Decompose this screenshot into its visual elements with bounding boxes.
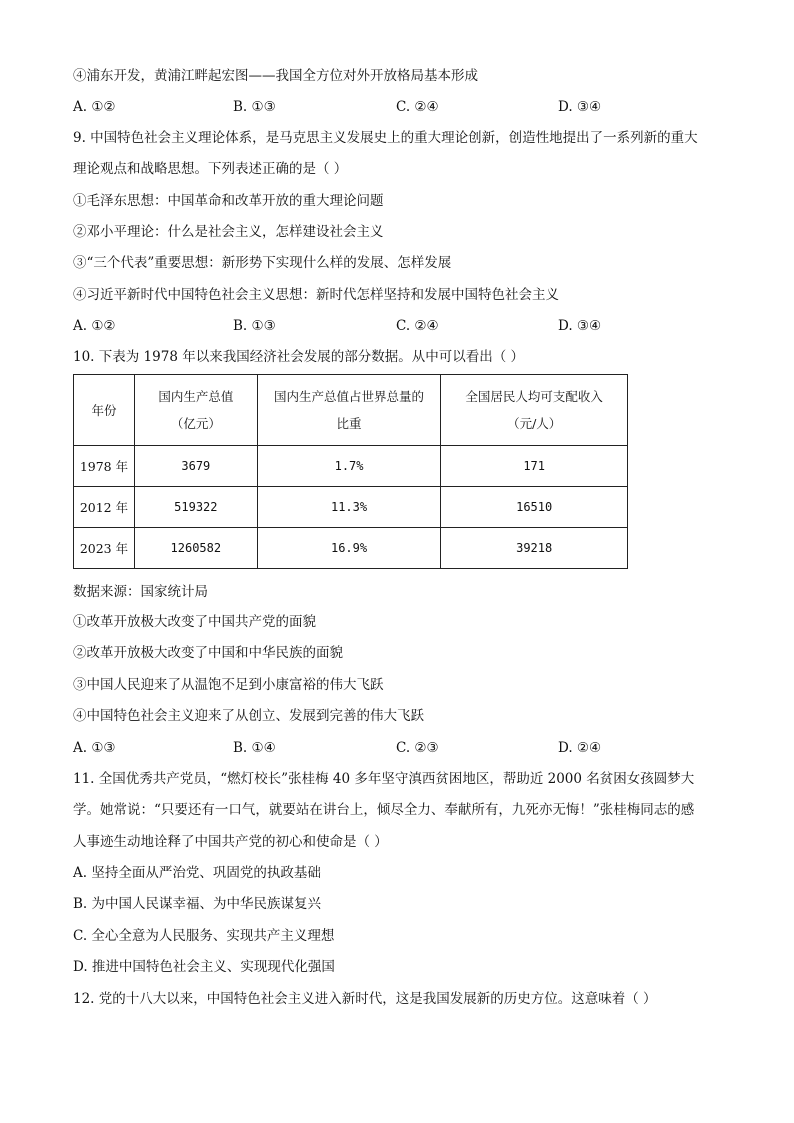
q10-item-1: ①改革开放极大改变了中国共产党的面貌 <box>73 614 316 630</box>
q11-stem-line1: 11. 全国优秀共产党员，“燃灯校长”张桂梅 40 多年坚守滇西贫困地区，帮助近 2000 名贫困女孩圆梦大 <box>73 771 695 787</box>
table-row <box>74 487 628 528</box>
table-cell-gdp: 1260582 <box>134 528 257 569</box>
table-row <box>74 446 628 487</box>
q12-stem: 12. 党的十八大以来，中国特色社会主义进入新时代，这是我国发展新的历史方位。这意味着（ ） <box>73 991 657 1007</box>
q10-option-a[interactable]: A. ①③ <box>73 740 116 756</box>
q9-item-1: ①毛泽东思想：中国革命和改革开放的重大理论问题 <box>73 193 384 209</box>
q10-option-d[interactable]: D. ②④ <box>558 740 602 756</box>
header-cell-gdp: 国内生产总值 （亿元） <box>134 375 257 446</box>
table-row <box>74 528 628 569</box>
q8-option-a[interactable]: A. ①② <box>73 99 116 115</box>
table-cell-share: 16.9% <box>257 528 441 569</box>
table-cell-year: 2012 年 <box>74 487 135 528</box>
q10-item-2: ②改革开放极大改变了中国和中华民族的面貌 <box>73 645 343 661</box>
q9-item-4: ④习近平新时代中国特色社会主义思想：新时代怎样坚持和发展中国特色社会主义 <box>73 287 559 303</box>
table-cell-share: 11.3% <box>257 487 441 528</box>
q8-item-4: ④浦东开发，黄浦江畔起宏图——我国全方位对外开放格局基本形成 <box>73 68 478 84</box>
q9-option-c[interactable]: C. ②④ <box>396 318 439 334</box>
table-cell-year: 1978 年 <box>74 446 135 487</box>
table-cell-gdp: 519322 <box>134 487 257 528</box>
table-cell-year: 2023 年 <box>74 528 135 569</box>
q9-options <box>73 316 713 336</box>
q10-item-4: ④中国特色社会主义迎来了从创立、发展到完善的伟大飞跃 <box>73 708 424 724</box>
q9-item-2: ②邓小平理论：什么是社会主义，怎样建设社会主义 <box>73 224 384 240</box>
q10-item-3: ③中国人民迎来了从温饱不足到小康富裕的伟大飞跃 <box>73 677 384 693</box>
q8-options <box>73 97 713 117</box>
table-cell-income: 39218 <box>441 528 628 569</box>
q9-stem-line2: 理论观点和战略思想。下列表述正确的是（ ） <box>73 161 348 177</box>
q11-option-d[interactable]: D. 推进中国特色社会主义、实现现代化强国 <box>73 959 335 975</box>
table-cell-income: 16510 <box>441 487 628 528</box>
q8-option-d[interactable]: D. ③④ <box>558 99 602 115</box>
q9-stem-line1: 9. 中国特色社会主义理论体系，是马克思主义发展史上的重大理论创新，创造性地提出了一系列新的重大 <box>73 130 698 146</box>
header-cell-gdp-share: 国内生产总值占世界总量的 比重 <box>257 375 441 446</box>
q11-option-a[interactable]: A. 坚持全面从严治党、巩固党的执政基础 <box>73 865 321 881</box>
table-cell-income: 171 <box>441 446 628 487</box>
table-cell-share: 1.7% <box>257 446 441 487</box>
table-header-row <box>74 375 628 446</box>
q11-option-c[interactable]: C. 全心全意为人民服务、实现共产主义理想 <box>73 928 335 944</box>
q10-data-table <box>73 374 628 569</box>
header-cell-year: 年份 <box>74 375 135 446</box>
q8-option-c[interactable]: C. ②④ <box>396 99 439 115</box>
q9-option-b[interactable]: B. ①③ <box>233 318 276 334</box>
header-cell-income: 全国居民人均可支配收入 （元/人） <box>441 375 628 446</box>
q10-option-c[interactable]: C. ②③ <box>396 740 439 756</box>
table-cell-gdp: 3679 <box>134 446 257 487</box>
q10-option-b[interactable]: B. ①④ <box>233 740 276 756</box>
q10-data-source: 数据来源：国家统计局 <box>73 584 208 600</box>
q9-option-d[interactable]: D. ③④ <box>558 318 602 334</box>
q8-option-b[interactable]: B. ①③ <box>233 99 276 115</box>
q11-option-b[interactable]: B. 为中国人民谋幸福、为中华民族谋复兴 <box>73 896 322 912</box>
q9-item-3: ③“三个代表”重要思想：新形势下实现什么样的发展、怎样发展 <box>73 255 452 271</box>
q9-option-a[interactable]: A. ①② <box>73 318 116 334</box>
q11-stem-line3: 人事迹生动地诠释了中国共产党的初心和使命是（ ） <box>73 834 388 850</box>
q11-stem-line2: 学。她常说：“只要还有一口气，就要站在讲台上，倾尽全力、奉献所有，九死亦无悔！”张桂梅同志的感 <box>73 802 695 818</box>
q10-options <box>73 738 713 758</box>
q10-stem: 10. 下表为 1978 年以来我国经济社会发展的部分数据。从中可以看出（ ） <box>73 349 524 365</box>
